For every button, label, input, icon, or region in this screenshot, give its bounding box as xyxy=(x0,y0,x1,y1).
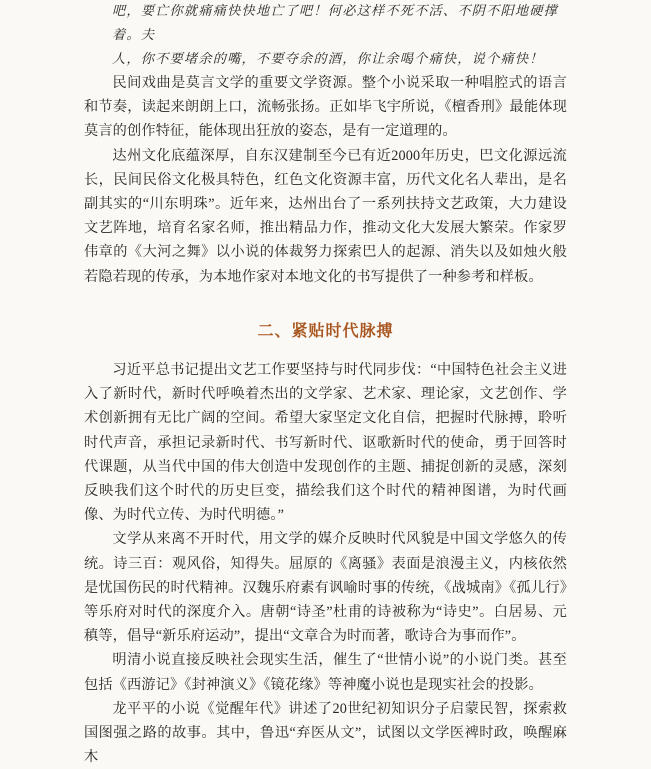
quote-line: 人，你不要堵余的嘴，不要夺余的酒，你让余喝个痛快，说个痛快！ xyxy=(112,52,544,67)
section-2-body xyxy=(84,358,567,769)
section-heading: 二、紧贴时代脉搏 xyxy=(257,321,394,340)
paragraph: 习近平总书记提出文艺工作要坚持与时代同步伐：“中国特色社会主义进入了新时代，新时代呼唤着杰出的文学家、艺术家、理论家，文艺创作、学术创新拥有无比广阔的空间。希望大家坚定文化自信，把握时代脉搏，聆听时代声音，承担记录新时代、书写新时代、讴歌新时代的使命，勇于回答时代课题，从当代中国的伟大创造中发现创作的主题、捕捉创新的灵感，深刻反映我们这个时代的历史巨变，描绘我们这个时代的精神图谱，为时代画像、为时代立传、为时代明德。” xyxy=(84,362,567,524)
paragraph: 达州文化底蕴深厚，自东汉建制至今已有近2000年历史，巴文化源远流长，民间民俗文化极具特色，红色文化资源丰富，历代文化名人辈出，是名副其实的“川东明珠”。近年来，达州出台了一系列扶持文艺政策，大力建设文艺阵地，培育名家名师，推出精品力作，推动文化大发展大繁荣。作家罗伟章的《大河之舞》以小说的体裁努力探索巴人的起源、消失以及如烛火般若隐若现的传承，为本地作家对本地文化的书写提供了一种参考和样板。 xyxy=(84,147,567,285)
paragraph: 文学从来离不开时代，用文学的媒介反映时代风貌是中国文学悠久的传统。诗三百：观风俗，知得失。屈原的《离骚》表面是浪漫主义，内核依然是忧国伤民的时代精神。汉魏乐府素有讽喻时事的传统，《战城南》《孤儿行》等乐府对时代的深度介入。唐朝“诗圣”杜甫的诗被称为“诗史”。白居易、元稹等，倡导“新乐府运动”，提出“文章合为时而著，歌诗合为事而作”。 xyxy=(84,531,567,645)
quote-block xyxy=(112,0,567,72)
paragraph: 龙平平的小说《觉醒年代》讲述了20世纪初知识分子启蒙民智，探索救国图强之路的故事。其中，鲁迅“弃医从文”，试图以文学医裨时政，唤醒麻木 xyxy=(84,700,567,766)
paragraph: 明清小说直接反映社会现实生活，催生了“世情小说”的小说门类。甚至包括《西游记》《封神演义》《镜花缘》等神魔小说也是现实社会的投影。 xyxy=(84,652,567,693)
section-1-body xyxy=(84,71,567,289)
paragraph: 民间戏曲是莫言文学的重要文学资源。整个小说采取一种唱腔式的语言和节奏，读起来朗朗上口，流畅张扬。正如毕飞宇所说，《檀香刑》最能体现莫言的创作特征，能体现出狂放的姿态，是有一定道理的。 xyxy=(84,75,567,140)
quote-line: 吧，要亡你就痛痛快快地亡了吧！何必这样不死不活、不阴不阳地硬撑着。夫 xyxy=(112,4,559,43)
